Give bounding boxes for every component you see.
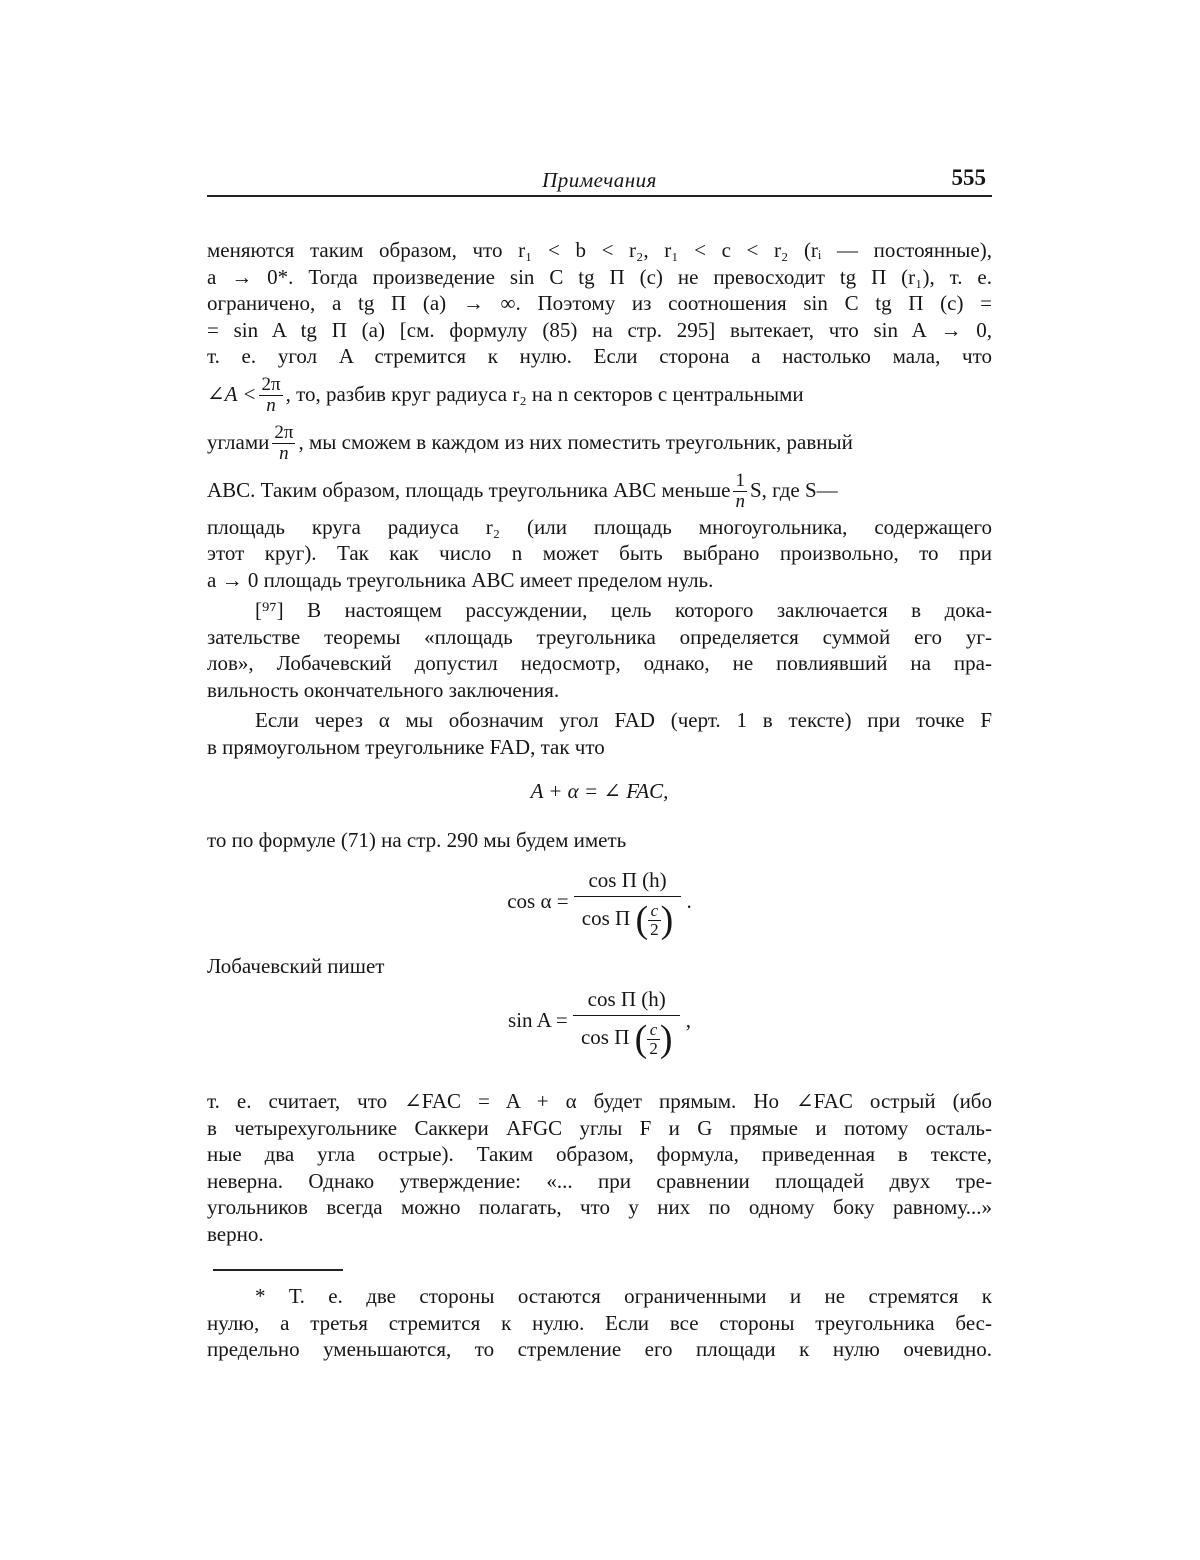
fraction <box>259 375 282 416</box>
text-span: , то, разбив круг радиуса r₂ на n секторов с центральными <box>285 381 804 406</box>
fraction <box>574 867 681 942</box>
text-line: т. е. угол A стремится к нулю. Если сторона a настолько мала, что <box>207 344 992 368</box>
text-line: a → 0*. Тогда произведение sin C tg Π (c) не превосходит tg Π (r₁), т. е. <box>207 264 992 289</box>
text-line: меняются таким образом, что r₁ < b < r₂, r₁ < c < r₂ (rᵢ — постоянные), <box>207 238 992 262</box>
text-line: этот круг). Так как число n может быть выбрано произвольно, то при <box>207 541 992 565</box>
fraction-denominator: n <box>266 395 276 417</box>
fraction-numerator: 2π <box>274 422 294 444</box>
paragraph-2 <box>207 597 992 703</box>
book-page <box>207 165 992 1363</box>
text-line: угольников всегда можно полагать, что у них по одному боку равному...» <box>207 1195 992 1220</box>
text-span: ABC. Таким образом, площадь треугольника ABC меньше <box>207 477 731 502</box>
formula-punctuation: , <box>685 1007 691 1032</box>
text-line-with-fraction <box>207 466 992 514</box>
page-body <box>207 237 992 1363</box>
text-line: лов», Лобачевский допустил недосмотр, однако, не повлиявший на пра- <box>207 651 992 675</box>
text-line: [⁹⁷] В настоящем рассуждении, цель которого заключается в дока- <box>255 598 992 622</box>
text-line: ные два угла острые). Таким образом, формула, приведенная в тексте, <box>207 1142 992 1167</box>
text-line: зательстве теоремы «площадь треугольника определяется суммой его уг- <box>207 624 992 649</box>
text-line: неверна. Однако утверждение: «... при сравнении площадей двух тре- <box>207 1168 992 1193</box>
footnote-divider <box>213 1269 343 1271</box>
text-line: ограничено, а tg Π (a) → ∞. Поэтому из соотношения sin C tg Π (c) = <box>207 291 992 315</box>
fraction-numerator: cos Π (h) <box>574 867 681 897</box>
text-line: т. е. считает, что ∠FAC = A + α будет прямым. Но ∠FAC острый (ибо <box>207 1089 992 1114</box>
fraction <box>573 986 680 1061</box>
formula-lhs: cos α = <box>507 888 569 913</box>
half-c-fraction <box>647 1021 660 1058</box>
fraction-denominator: 2 <box>650 919 659 939</box>
text-line: a → 0 площадь треугольника ABC имеет пределом нуль. <box>207 567 714 592</box>
fraction-denominator: 2 <box>649 1038 658 1058</box>
fraction-numerator: c <box>648 902 661 921</box>
text-line: Лобачевский пишет <box>207 954 385 979</box>
footnote-line: нулю, а третья стремится к нулю. Если все стороны треугольника бес- <box>207 1310 992 1335</box>
fraction-denominator: cos Π ( $\frac{c}{2}$ ) <box>580 1018 673 1061</box>
running-title: Примечания <box>542 168 657 192</box>
formula-angle-sum: A + α = ∠ FAC, <box>530 779 669 803</box>
text-line: то по формуле (71) на стр. 290 мы будем иметь <box>207 827 627 852</box>
footnote-line: * Т. е. две стороны остаются ограниченными и не стремятся к <box>255 1284 992 1309</box>
text-line-with-fraction <box>207 418 992 466</box>
paragraph-3 <box>207 707 992 760</box>
text-line: площадь круга радиуса r₂ (или площадь многоугольника, содержащего <box>207 514 992 539</box>
fraction-numerator: 1 <box>735 470 745 492</box>
text-line: в прямоугольном треугольнике FAD, так что <box>207 734 605 759</box>
text-line: Если через α мы обозначим угол FAD (черт. 1 в тексте) при точке F <box>255 708 992 732</box>
paragraph-1 <box>207 237 992 593</box>
text-span: , мы сможем в каждом из них поместить треугольник, равный <box>298 429 853 454</box>
formula-lhs: sin A = <box>508 1007 568 1032</box>
half-c-fraction <box>648 902 661 939</box>
formula-sin-a <box>207 986 992 1061</box>
fraction-denominator: cos Π ( $\frac{c}{2}$ ) <box>581 899 674 942</box>
text-span: углами <box>207 429 270 454</box>
page-header <box>207 165 992 197</box>
fraction-numerator: c <box>647 1021 660 1040</box>
fraction-denominator: n <box>279 443 289 465</box>
fraction <box>733 471 747 512</box>
cos-pi: cos Π <box>581 906 631 931</box>
fraction-numerator: 2π <box>261 374 281 396</box>
fraction-denominator: n <box>735 491 745 513</box>
text-line: вильность окончательного заключения. <box>207 677 560 702</box>
formula-cos-alpha <box>207 867 992 942</box>
text-span: S, где S— <box>749 477 838 502</box>
page-number: 555 <box>951 165 986 190</box>
text-line: верно. <box>207 1221 264 1246</box>
text-line: в четырехугольнике Саккери AFGC углы F и G прямые и потому осталь- <box>207 1115 992 1140</box>
fraction-numerator: cos Π (h) <box>573 986 680 1016</box>
fraction <box>272 423 295 464</box>
formula-punctuation: . <box>686 888 692 913</box>
text-line: = sin A tg Π (a) [см. формулу (85) на стр. 295] вытекает, что sin A → 0, <box>207 317 992 342</box>
text-line-with-fraction <box>207 370 992 418</box>
footnote <box>207 1283 992 1363</box>
cos-pi: cos Π <box>580 1024 630 1049</box>
paragraph-6 <box>207 1088 992 1247</box>
footnote-line: предельно уменьшаются, то стремление его площади к нулю очевидно. <box>207 1337 992 1362</box>
inline-math: ∠A < <box>207 381 257 406</box>
